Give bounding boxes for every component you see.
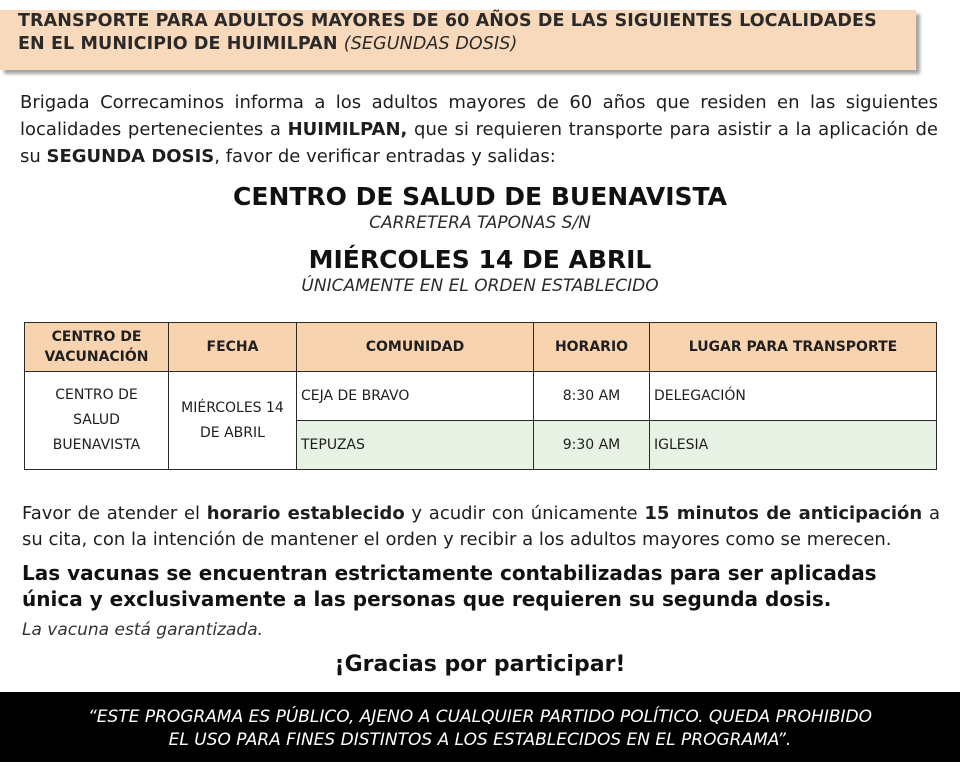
title-dose-tag: (SEGUNDAS DOSIS) [343,34,518,54]
intro-text-3: , favor de verificar entradas y salidas: [214,146,556,167]
date-note: ÚNICAMENTE EN EL ORDEN ESTABLECIDO [301,276,659,296]
date-title: MIÉRCOLES 14 DE ABRIL [308,245,652,274]
schedule-notice [22,501,940,553]
intro-paragraph [20,89,938,170]
location-title: CENTRO DE SALUD DE BUENAVISTA [233,182,727,211]
footer-line-1: “ESTE PROGRAMA ES PÚBLICO, AJENO A CUALQUIER PARTIDO POLÍTICO. QUEDA PROHIBIDO [88,707,872,727]
notice-text-2: y acudir con únicamente [404,503,645,524]
header-community: COMUNIDAD [297,323,534,372]
location-address: CARRETERA TAPONAS S/N [369,213,591,233]
cell-community: TEPUZAS [297,421,534,470]
header-place: LUGAR PARA TRANSPORTE [650,323,937,372]
cell-date [169,372,297,470]
vaccine-guaranteed: La vacuna está garantizada. [22,620,264,640]
notice-schedule: horario establecido [206,503,405,524]
intro-dose: SEGUNDA DOSIS [46,146,215,167]
cell-place: DELEGACIÓN [650,372,937,421]
intro-text-1: Brigada Correcaminos informa a los adultos mayores de 60 años que residen en las siguientes localidades pertenecientes a [20,92,938,140]
schedule-table [24,322,937,470]
cell-time: 9:30 AM [534,421,650,470]
footer-banner [0,692,960,762]
footer-line-2: EL USO PARA FINES DISTINTOS A LOS ESTABLECIDOS EN EL PROGRAMA”. [168,730,792,750]
center-value: CENTRO DE SALUD BUENAVISTA [52,387,141,453]
title-municipality: EN EL MUNICIPIO DE HUIMILPAN [18,34,338,54]
notice-text-3: a su cita, con la intención de mantener el orden y recibir a los adultos mayores como se merecen. [22,503,940,550]
cell-community: CEJA DE BRAVO [297,372,534,421]
table-row [25,372,937,421]
header-center: CENTRO DE VACUNACIÓN [25,323,169,372]
header-date: FECHA [169,323,297,372]
notice-minutes: 15 minutos de anticipación [644,503,923,524]
title-line-1: TRANSPORTE PARA ADULTOS MAYORES DE 60 AÑOS DE LAS SIGUIENTES LOCALIDADES [18,11,877,31]
vaccine-warning: Las vacunas se encuentran estrictamente contabilizadas para ser aplicadas única y exclusivamente a las personas que requieren su segunda dosis. [22,561,877,611]
intro-municipality: HUIMILPAN, [287,119,408,140]
cell-center [25,372,169,470]
header-schedule: HORARIO [534,323,650,372]
notice-text-1: Favor de atender el [22,503,207,524]
footer-disclaimer [0,706,960,752]
cell-place: IGLESIA [650,421,937,470]
table-header-row [25,323,937,372]
cell-time: 8:30 AM [534,372,650,421]
date-value: MIÉRCOLES 14 DE ABRIL [181,399,284,441]
page-title [18,10,918,56]
title-line-2 [18,33,918,56]
thanks-message: ¡Gracias por participar! [334,652,626,677]
intro-text-2: que si requieren transporte para asistir a la aplicación de su [20,119,938,167]
